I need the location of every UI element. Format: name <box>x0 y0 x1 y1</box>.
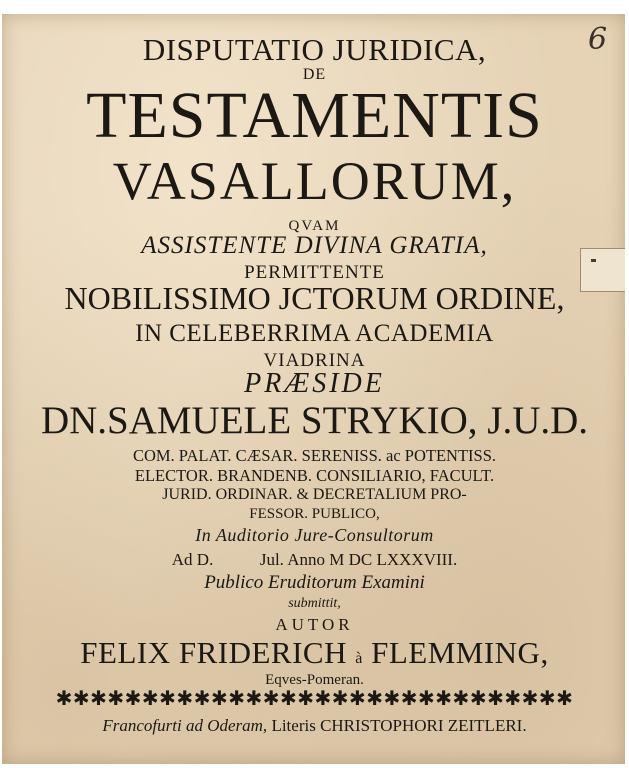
title-disputatio: DISPUTATIO JURIDICA, <box>142 32 487 67</box>
text-praeside: PRÆSIDE <box>244 368 385 399</box>
text-nobilissimo: NOBILISSIMO JCTORUM ORDINE, <box>64 280 565 316</box>
text-publico: Publico Eruditorum Examini <box>204 572 425 593</box>
text-submittit: submittit, <box>288 596 341 611</box>
disputation-date <box>0 550 629 570</box>
author-origin: Eqves-Pomeran. <box>265 672 364 688</box>
praeses-title-line-3: JURID. ORDINAR. & DECRETALIUM PRO- <box>162 486 467 503</box>
imprint-place: Francofurti ad Oderam, <box>102 716 268 735</box>
author-last-name: FLEMMING, <box>371 635 549 670</box>
author-first-name: FELIX FRIDERICH <box>80 635 347 670</box>
text-auditorio: In Auditorio Jure-Consultorum <box>195 525 434 545</box>
author-name <box>0 635 629 671</box>
title-testamentis: TESTAMENTIS <box>86 79 543 152</box>
praeses-title-line-2: ELECTOR. BRANDENB. CONSILIARIO, FACULT. <box>134 466 495 485</box>
praeses-name: DN.SAMUELE STRYKIO, J.U.D. <box>40 399 589 442</box>
text-celeberrima: IN CELEBERRIMA ACADEMIA <box>135 320 494 347</box>
praeses-title-line-1: COM. PALAT. CÆSAR. SERENISS. ac POTENTISS. <box>132 446 497 465</box>
title-de: DE <box>302 66 327 83</box>
praeses-title-line-4: FESSOR. PUBLICO, <box>249 506 380 522</box>
imprint <box>0 716 629 736</box>
text-viadrina: VIADRINA <box>263 350 366 371</box>
handwritten-page-number: 6 <box>588 22 608 57</box>
imprint-printer: Literis CHRISTOPHORI ZEITLERI. <box>271 716 527 735</box>
date-ad: Ad D. <box>171 550 214 569</box>
date-year: Jul. Anno M DC LXXXVIII. <box>259 550 458 569</box>
title-vasallorum: VASALLORUM, <box>112 151 517 211</box>
text-quam: QVAM <box>288 218 341 234</box>
text-assistente: ASSISTENTE DIVINA GRATIA, <box>141 232 488 259</box>
text-permittente: PERMITTENTE <box>244 262 385 283</box>
ornament-rule: ✱✱✱✱✱✱✱✱✱✱✱✱✱✱✱✱✱✱✱✱✱✱✱✱✱✱✱✱✱✱ <box>55 688 574 710</box>
text-autor: AUTOR <box>275 615 354 634</box>
author-particle: à <box>355 650 363 667</box>
